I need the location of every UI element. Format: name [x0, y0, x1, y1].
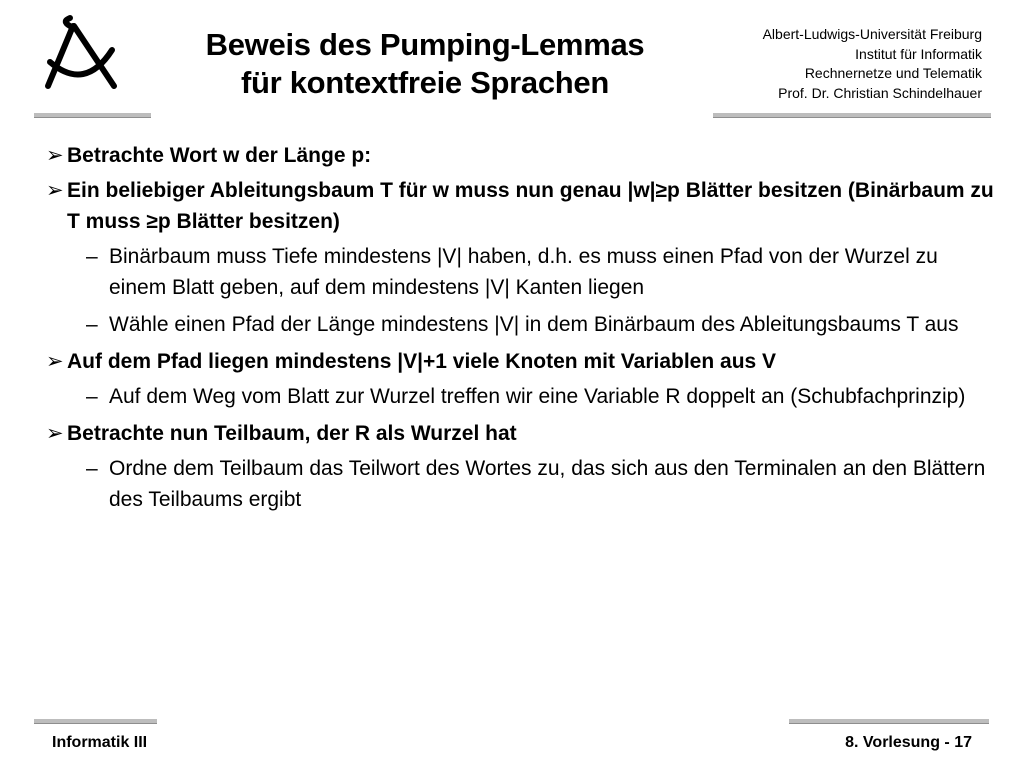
- bullet-3: [46, 346, 996, 377]
- title-line-1: Beweis des Pumping-Lemmas: [205, 27, 645, 62]
- bullet-arrow-icon: ➢: [46, 350, 64, 373]
- bullet-arrow-icon: ➢: [46, 422, 64, 445]
- institution-block: [763, 25, 982, 103]
- sub-bullet-2-2: [46, 309, 996, 340]
- bullet-1-text: Betrachte Wort w der Länge p:: [67, 144, 372, 167]
- institution-line-2: Institut für Informatik: [855, 45, 982, 62]
- bullet-3-text: Auf dem Pfad liegen mindestens |V|+1 viele Knoten mit Variablen aus V: [67, 350, 777, 373]
- sub-bullet-2-2-text: Wähle einen Pfad der Länge mindestens |V| in dem Binärbaum des Ableitungsbaums T aus: [109, 313, 959, 336]
- bullet-arrow-icon: ➢: [46, 179, 64, 202]
- footer-rule-right: [789, 719, 989, 724]
- university-logo-icon: [40, 12, 130, 94]
- institution-line-3: Rechnernetze und Telematik: [804, 65, 982, 81]
- sub-bullet-4-1: [46, 453, 996, 515]
- footer-rule-left: [34, 719, 157, 724]
- sub-bullet-dash: –: [86, 313, 98, 336]
- slide-title: [160, 26, 690, 102]
- header-rule-left: [34, 113, 151, 118]
- footer-course: Informatik III: [52, 734, 148, 751]
- sub-bullet-dash: –: [86, 385, 98, 408]
- sub-bullet-3-1-text: Auf dem Weg vom Blatt zur Wurzel treffen wir eine Variable R doppelt an (Schubfachprinzip): [109, 385, 966, 408]
- bullet-2-text: Ein beliebiger Ableitungsbaum T für w muss nun genau |w|≥p Blätter besitzen (Binärbaum zu T muss ≥p Blätter besitzen): [67, 179, 994, 233]
- header-rule-right: [713, 113, 991, 118]
- bullet-4-text: Betrachte nun Teilbaum, der R als Wurzel hat: [67, 422, 517, 445]
- institution-line-4: Prof. Dr. Christian Schindelhauer: [778, 84, 982, 101]
- footer-page-number: 8. Vorlesung - 17: [845, 734, 972, 751]
- sub-bullet-dash: –: [86, 457, 98, 480]
- sub-bullet-2-1-text: Binärbaum muss Tiefe mindestens |V| haben, d.h. es muss einen Pfad von der Wurzel zu einem Blatt geben, auf dem mindestens |V| Kanten liegen: [109, 245, 938, 299]
- institution-line-1: Albert-Ludwigs-Universität Freiburg: [762, 26, 982, 42]
- sub-bullet-2-1: [46, 241, 996, 303]
- sub-bullet-dash: –: [86, 245, 98, 268]
- bullet-1: [46, 140, 996, 171]
- sub-bullet-4-1-text: Ordne dem Teilbaum das Teilwort des Wortes zu, das sich aus den Terminalen an den Blättern des Teilbaums ergibt: [109, 457, 986, 511]
- slide-content: [46, 140, 996, 521]
- bullet-arrow-icon: ➢: [46, 144, 64, 167]
- bullet-2: [46, 175, 996, 237]
- sub-bullet-3-1: [46, 381, 996, 412]
- bullet-4: [46, 418, 996, 449]
- title-line-2: für kontextfreie Sprachen: [240, 65, 610, 100]
